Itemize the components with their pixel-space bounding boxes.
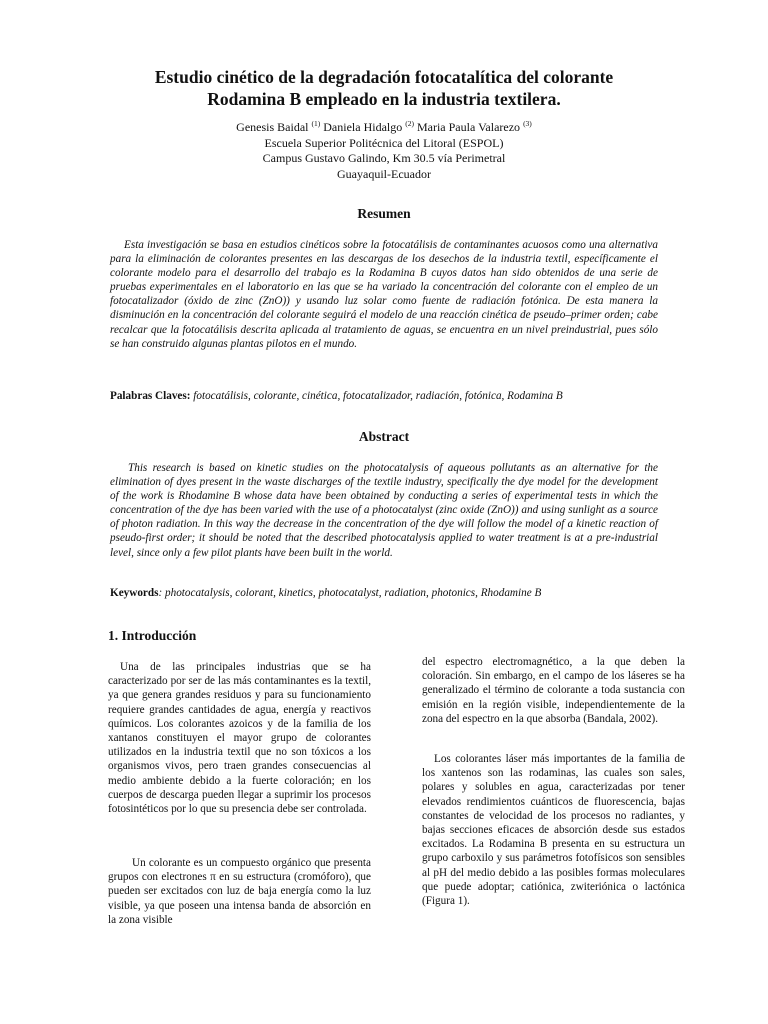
- paper-title: [80, 66, 688, 110]
- author-list: [100, 120, 668, 136]
- intro-right-paragraph-1: del espectro electromagnético, a la que deben la coloración. Sin embargo, en el campo de los láseres se ha generalizado el término de colorante a toda sustancia con emisión en la región visible, independientemente de la zona del espectro en la que absorba (Bandala, 2002).: [422, 656, 685, 725]
- palabras-claves: [110, 389, 670, 403]
- keywords-label: Keywords: [110, 587, 159, 599]
- abstract-heading: Abstract: [358, 429, 410, 444]
- author-name: Genesis Baidal: [236, 120, 309, 134]
- abstract-text: This research is based on kinetic studies on the photocatalysis of aqueous pollutants as an alternative for the elimination of dyes present in the waste discharges of the textile industry, specifically the dye model for the development of the work is Rhodamine B whose data have been obtained by conducting a series of experimental tests in which the concentration of the dye has been varied with the use of a photocatalyst (zinc oxide (ZnO)) and using sunlight as a source of photon radiation. In this way the decrease in the concentration of the dye will follow the model of a kinetic reaction of pseudo-first order; it should be noted that the described photocatalysis applied to water treatment is at a pre-industrial level, since only a few pilot plants have been built in the world.: [110, 462, 658, 559]
- author-name: Daniela Hidalgo: [323, 120, 403, 134]
- author-name: Maria Paula Valarezo: [416, 120, 521, 134]
- affiliation-line: Guayaquil-Ecuador: [337, 166, 431, 181]
- intro-left-paragraph-2: Un colorante es un compuesto orgánico que presenta grupos con electrones π en su estructura (cromóforo), que pueden ser excitados con luz de baja energía como la luz visible, ya que poseen una intensa banda de absorción en la zona visible: [108, 857, 371, 926]
- intro-right-paragraph-2: Los colorantes láser más importantes de la familia de los xantenos son las rodaminas, las cuales son sales, polares y solubles en agua, caracterizadas por tener elevados rendimientos cuánticos de fluorescencia, bajas constantes de velocidad de los procesos no radiantes, y bajas secciones eficaces de absorción desde sus estados excitados. La Rodamina B presenta en su estructura un grupo carboxilo y sus parámetros fotofísicos son sensibles al pH del medio debido a las posibles formas moleculares que puede adoptar; catiónica, zwiteriónica o lactónica (Figura 1).: [422, 753, 685, 908]
- affiliation-line: Campus Gustavo Galindo, Km 30.5 vía Perimetral: [262, 151, 506, 165]
- title-line-1: Estudio cinético de la degradación fotocatalítica del colorante: [154, 67, 614, 87]
- title-line-2: Rodamina B empleado en la industria textilera.: [207, 89, 561, 109]
- palabras-claves-label: Palabras Claves:: [110, 390, 191, 402]
- resumen-text: Esta investigación se basa en estudios cinéticos sobre la fotocatálisis de contaminantes acuosos como una alternativa para la eliminación de colorantes presentes en las descargas de los desechos de la industria textil, específicamente el colorante modelo para el desarrollo del trabajo es la Rodamina B cuyos datos han sido obtenidos de una serie de pruebas experimentales en el laboratorio en las que se ha variado la concentración del colorante con el empleo de un fotocatalizador (óxido de zinc (ZnO)) y usando luz solar como fuente de radiación fotónica. De esta manera la disminución en la concentración del colorante seguirá el modelo de una reacción cinética de pseudo–primer orden; cabe recalcar que la fotocatálisis descrita aplicada al tratamiento de aguas, se encuentra en un nivel preindustrial, pues sólo se han construido algunas plantas pilotos en el mundo.: [110, 239, 658, 350]
- author-ref: (1): [311, 119, 321, 128]
- affiliation-line: Escuela Superior Politécnica del Litoral (ESPOL): [264, 135, 504, 150]
- author-ref: (3): [523, 119, 532, 128]
- author-block: [100, 120, 668, 182]
- intro-left-paragraph-1: Una de las principales industrias que se ha caracterizado por ser de las más contaminantes es la textil, ya que genera grandes residuos y para su funcionamiento requiere grandes cantidades de agua, energía y reactivos químicos. Los colorantes azoicos y de la familia de los xantanos constituyen el mayor grupo de colorantes utilizados en la industria textil que no son tóxicos a los organismos vivos, pero traen grandes consecuencias al medio ambiente debido a la fuerte coloración; en los cuerpos de descarga pueden llegar a suprimir los procesos fotosintéticos por lo que su presencia debe ser controlada.: [108, 661, 371, 816]
- palabras-claves-list: fotocatálisis, colorante, cinética, fotocatalizador, radiación, fotónica, Rodamina B: [193, 390, 563, 402]
- intro-heading: 1. Introducción: [108, 628, 197, 643]
- keywords: [110, 586, 670, 600]
- author-ref: (2): [405, 119, 414, 128]
- resumen-heading: Resumen: [357, 206, 411, 221]
- keywords-list: : photocatalysis, colorant, kinetics, photocatalyst, radiation, photonics, Rhodamine B: [158, 587, 542, 599]
